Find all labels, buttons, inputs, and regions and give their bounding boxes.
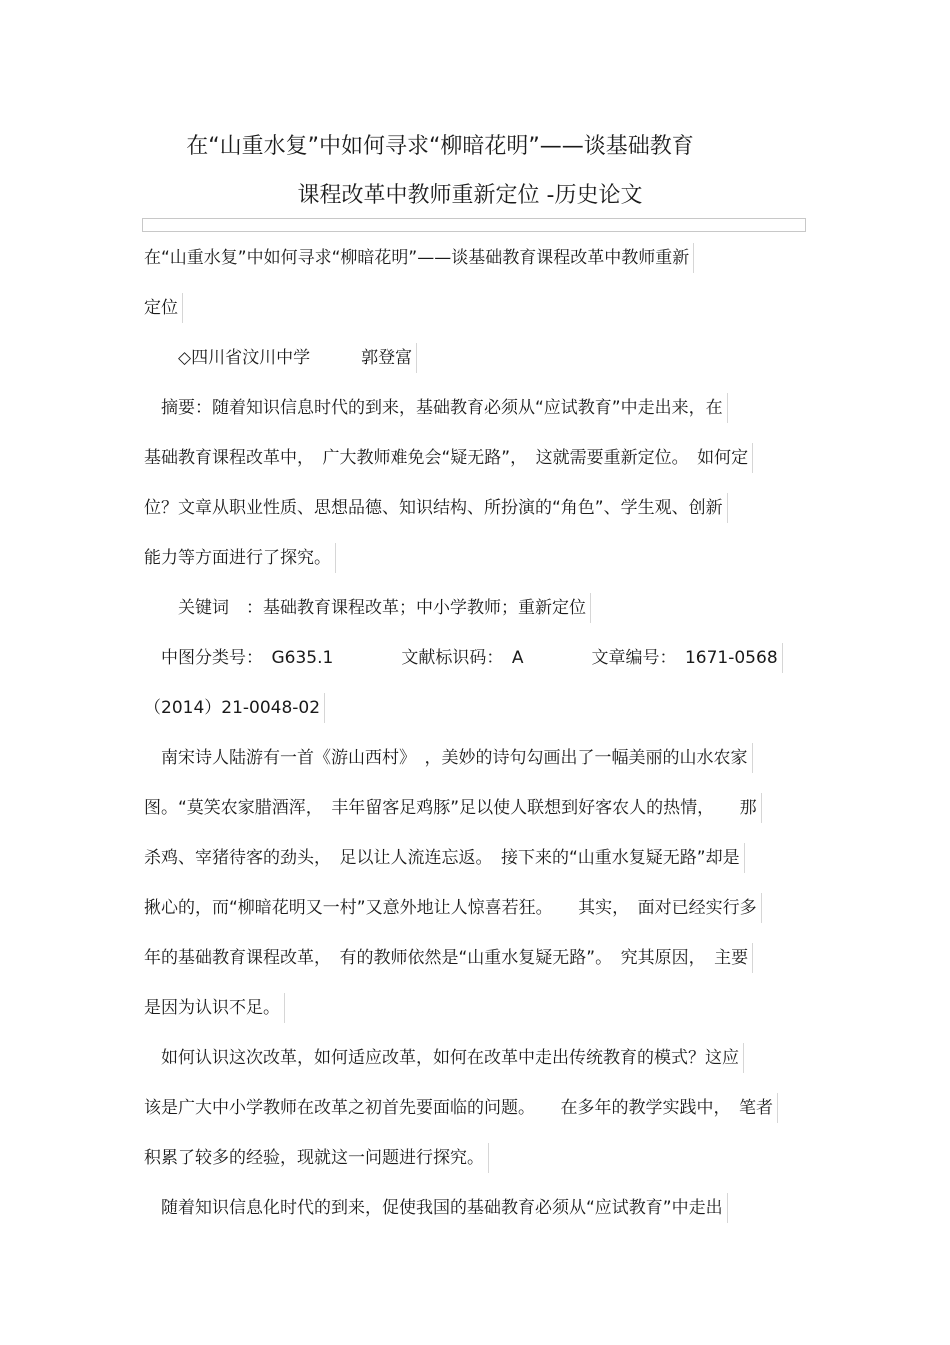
body-line: 能力等方面进行了探究。 xyxy=(144,543,336,573)
body-line: 定位 xyxy=(144,293,183,323)
title-divider xyxy=(142,218,806,232)
body-line: 位？文章从职业性质、思想品德、知识结构、所扮演的“角色”、学生观、创新 xyxy=(144,493,728,523)
body-line: 南宋诗人陆游有一首《游山西村》 ，美妙的诗句勾画出了一幅美丽的山水农家 xyxy=(144,743,753,773)
body-line: 该是广大中小学教师在改革之初首先要面临的问题。 在多年的教学实践中， 笔者 xyxy=(144,1093,778,1123)
body-line: ◇四川省汶川中学 郭登富 xyxy=(144,343,417,373)
body-line: 如何认识这次改革，如何适应改革，如何在改革中走出传统教育的模式？这应 xyxy=(144,1043,744,1073)
body-line: 中图分类号： G635.1 文献标识码： A 文章编号： 1671-0568 xyxy=(144,643,783,673)
document-title-line-1: 在“山重水复”中如何寻求“柳暗花明”——谈基础教育 xyxy=(186,134,694,159)
body-line: 基础教育课程改革中， 广大教师难免会“疑无路”， 这就需要重新定位。 如何定 xyxy=(144,443,753,473)
body-line: 摘要：随着知识信息时代的到来，基础教育必须从“应试教育”中走出来，在 xyxy=(144,393,728,423)
body-line: 随着知识信息化时代的到来，促使我国的基础教育必须从“应试教育”中走出 xyxy=(144,1193,728,1223)
body-line: 图。“莫笑农家腊酒浑， 丰年留客足鸡豚”足以使人联想到好客农人的热情， 那 xyxy=(144,793,762,823)
body-line: 杀鸡、宰猪待客的劲头， 足以让人流连忘返。 接下来的“山重水复疑无路”却是 xyxy=(144,843,745,873)
body-line: 关键词 ：基础教育课程改革；中小学教师；重新定位 xyxy=(144,593,591,623)
body-line: 积累了较多的经验，现就这一问题进行探究。 xyxy=(144,1143,489,1173)
body-line: 在“山重水复”中如何寻求“柳暗花明”——谈基础教育课程改革中教师重新 xyxy=(144,243,694,273)
document-title-line-2: 课程改革中教师重新定位 -历史论文 xyxy=(297,183,643,208)
body-line: 是因为认识不足。 xyxy=(144,993,285,1023)
body-line: （2014）21-0048-02 xyxy=(144,693,325,723)
body-line: 年的基础教育课程改革， 有的教师依然是“山重水复疑无路”。 究其原因， 主要 xyxy=(144,943,753,973)
body-line: 揪心的，而“柳暗花明又一村”又意外地让人惊喜若狂。 其实， 面对已经实行多 xyxy=(144,893,762,923)
